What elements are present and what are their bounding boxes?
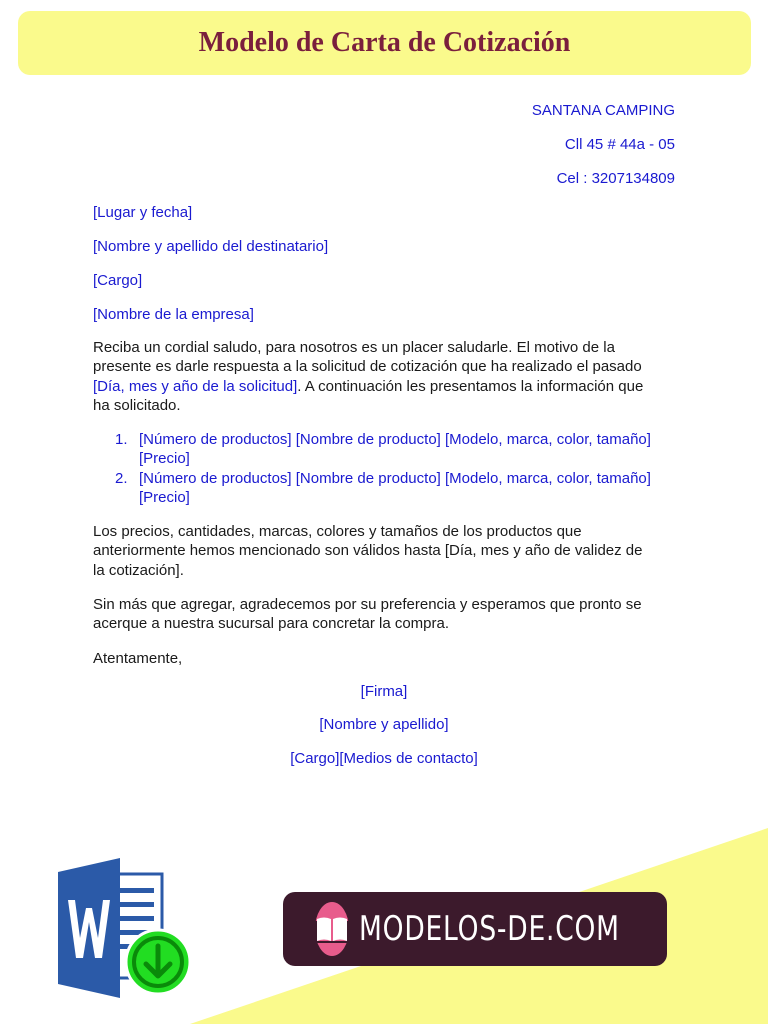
page-title: Modelo de Carta de Cotización — [198, 27, 571, 58]
request-date-placeholder: [Día, mes y año de la solicitud] — [93, 377, 298, 395]
closing-line: Sin más que agregar, agradecemos por su preferencia y esperamos que pronto se — [93, 596, 642, 613]
intro-line-rest: . A continuación les presentamos la información que — [297, 377, 644, 395]
item-description: [Número de productos] [Nombre de producto] [Modelo, marca, color, tamaño] — [139, 469, 651, 487]
sender-name: SANTANA CAMPING — [531, 102, 675, 119]
title-banner — [18, 11, 751, 75]
brand-badge[interactable] — [283, 892, 667, 966]
recipient-position: [Cargo] — [93, 272, 143, 289]
validity-line: la cotización]. — [93, 561, 184, 579]
intro-paragraph — [93, 338, 683, 416]
signature-firma: [Firma] — [360, 683, 408, 700]
brand-name: MODELOS-DE.COM — [359, 909, 620, 949]
signature-name: [Nombre y apellido] — [319, 716, 449, 733]
list-number: 2. — [115, 469, 128, 487]
intro-line: Reciba un cordial saludo, para nosotros es un placer saludarle. El motivo de la — [93, 339, 615, 356]
item-price: [Precio] — [139, 450, 190, 468]
validity-paragraph — [93, 522, 683, 580]
word-download-icon[interactable] — [58, 858, 194, 998]
validity-line: anteriormente hemos mencionado son válidos hasta [Día, mes y año de validez de — [93, 542, 643, 560]
salutation: Atentamente, — [93, 650, 183, 667]
product-list — [93, 430, 693, 508]
closing-line: acerque a nuestra sucursal para concretar la compra. — [93, 615, 450, 633]
list-number: 1. — [115, 431, 128, 448]
intro-line — [93, 377, 683, 396]
closing-paragraph — [93, 595, 683, 634]
book-icon — [315, 902, 349, 956]
intro-line: ha solicitado. — [93, 397, 181, 415]
list-item — [93, 430, 693, 469]
item-price: [Precio] — [139, 489, 190, 507]
recipient-name: [Nombre y apellido del destinatario] — [93, 238, 329, 255]
item-description: [Número de productos] [Nombre de producto] [Modelo, marca, color, tamaño] — [139, 431, 651, 448]
sender-phone: Cel : 3207134809 — [556, 170, 675, 187]
list-item — [93, 469, 693, 508]
signature-position-contact: [Cargo][Medios de contacto] — [290, 750, 478, 767]
recipient-company: [Nombre de la empresa] — [93, 306, 254, 323]
validity-line: Los precios, cantidades, marcas, colores y tamaños de los productos que — [93, 523, 582, 540]
sender-address: Cll 45 # 44a - 05 — [564, 136, 675, 153]
place-date: [Lugar y fecha] — [93, 204, 193, 221]
intro-line: presente es darle respuesta a la solicitud de cotización que ha realizado el pasado — [93, 358, 642, 376]
